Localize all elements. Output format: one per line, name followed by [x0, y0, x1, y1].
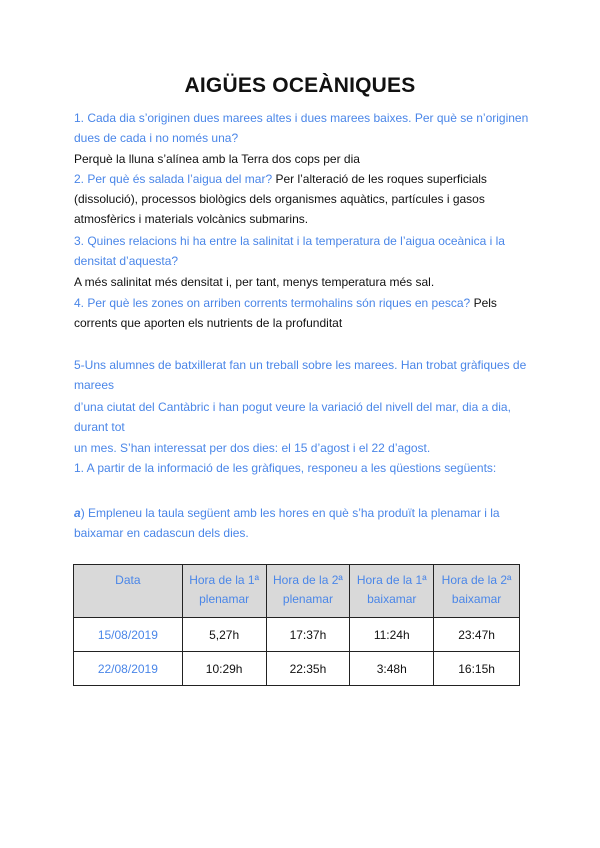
- exercise-a-instruction: [74, 503, 530, 543]
- tides-table: [73, 564, 520, 686]
- question-3: 3. Quines relacions hi ha entre la salinitat i la temperatura de l’aigua oceànica i la densitat d’aquesta?: [74, 234, 505, 268]
- exercise-a-text: ) Empleneu la taula següent amb les hores en què s’ha produït la plenamar i la baixamar en cadascun dels dies.: [74, 506, 500, 540]
- header-first-high-tide: Hora de la 1ª plenamar: [182, 565, 266, 618]
- header-date: Data: [74, 565, 183, 618]
- exercise-a-marker: a: [74, 506, 81, 520]
- cell-date: 15/08/2019: [74, 618, 183, 652]
- cell-date: 22/08/2019: [74, 652, 183, 686]
- cell-first-high-tide: 5,27h: [182, 618, 266, 652]
- question-1: 1. Cada dia s’originen dues marees altes i dues marees baixes. Per què se n’originen dues de cada i no només una?: [74, 111, 529, 145]
- question-2-block: [74, 169, 530, 229]
- answer-1: Perquè la lluna s’alínea amb la Terra dos cops per dia: [74, 152, 360, 166]
- cell-first-high-tide: 10:29h: [182, 652, 266, 686]
- header-second-high-tide: Hora de la 2ª plenamar: [266, 565, 350, 618]
- exercise-5-line-4: 1. A partir de la informació de les gràfiques, responeu a les qüestions següents:: [74, 461, 497, 475]
- page-title: AIGÜES OCEÀNIQUES: [184, 74, 416, 97]
- exercise-5-line-3: un mes. S’han interessat per dos dies: el 15 d’agost i el 22 d’agost.: [74, 441, 431, 455]
- cell-second-low-tide: 16:15h: [434, 652, 520, 686]
- answer-4: Pels corrents que aporten els nutrients de la profunditat: [74, 296, 497, 330]
- question-2: 2. Per què és salada l’aigua del mar?: [74, 172, 273, 186]
- cell-second-low-tide: 23:47h: [434, 618, 520, 652]
- exercise-5-line-2: d’una ciutat del Cantàbric i han pogut veure la variació del nivell del mar, dia a dia, durant tot: [74, 400, 511, 434]
- question-4-block: [74, 293, 530, 333]
- answer-3: A més salinitat més densitat i, per tant, menys temperatura més sal.: [74, 275, 435, 289]
- cell-first-low-tide: 11:24h: [350, 618, 434, 652]
- cell-second-high-tide: 17:37h: [266, 618, 350, 652]
- exercise-5-line-1: 5-Uns alumnes de batxillerat fan un treball sobre les marees. Han trobat gràfiques de marees: [74, 358, 527, 392]
- cell-second-high-tide: 22:35h: [266, 652, 350, 686]
- table-header-row: [74, 565, 520, 618]
- header-first-low-tide: Hora de la 1ª baixamar: [350, 565, 434, 618]
- question-4: 4. Per què les zones on arriben corrents termohalins són riques en pesca?: [74, 296, 471, 310]
- table-row: [74, 618, 520, 652]
- header-second-low-tide: Hora de la 2ª baixamar: [434, 565, 520, 618]
- cell-first-low-tide: 3:48h: [350, 652, 434, 686]
- table-row: [74, 652, 520, 686]
- answer-2: Per l’alteració de les roques superficials (dissolució), processos biològics dels organismes aquàtics, partícules i gasos atmosfèrics i materials volcànics submarins.: [74, 172, 487, 226]
